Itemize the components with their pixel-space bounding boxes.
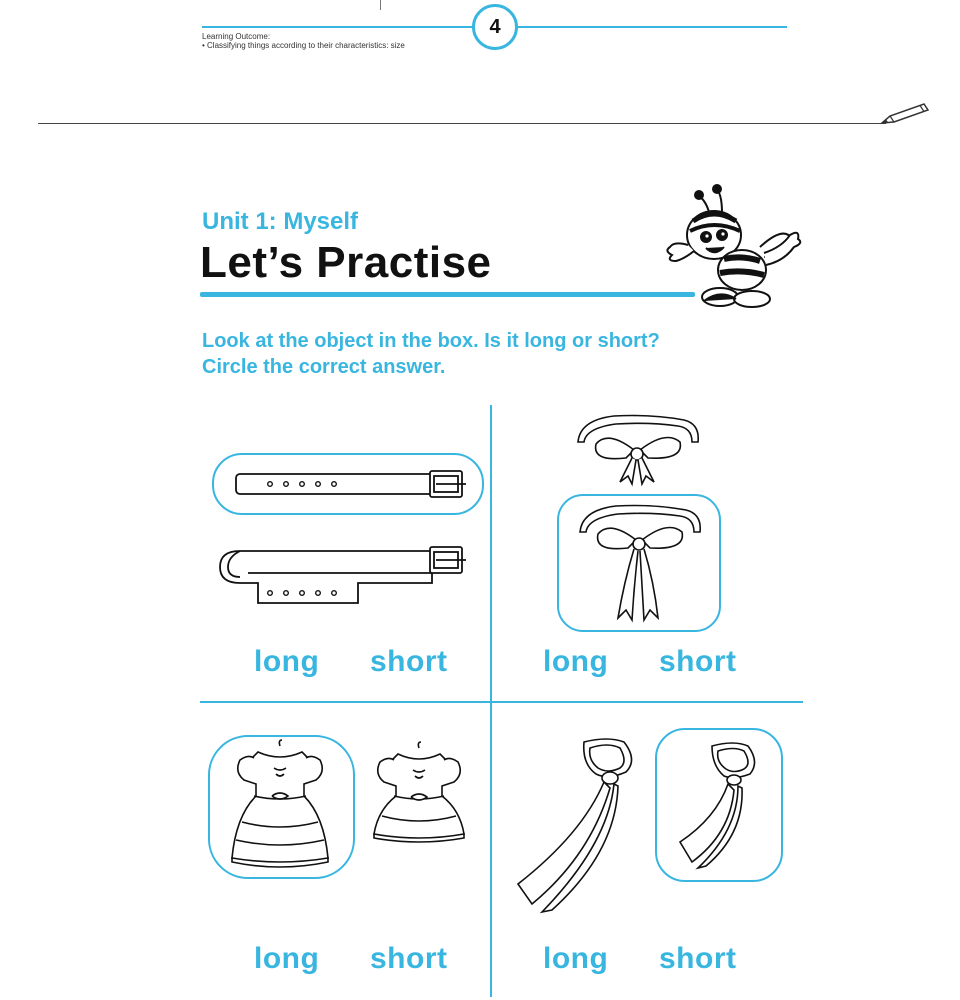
- title-underline: [200, 292, 695, 297]
- long-tie-icon: [512, 734, 648, 914]
- page-number: 4: [472, 4, 518, 50]
- instruction-line-1: Look at the object in the box. Is it long or short?: [202, 330, 660, 352]
- long-ribbon-icon: [576, 502, 704, 626]
- learning-outcome-title: Learning Outcome:: [202, 32, 271, 41]
- option-short-tie[interactable]: short: [659, 942, 737, 975]
- option-short-ribbon[interactable]: short: [659, 645, 737, 678]
- option-long-ribbon[interactable]: long: [543, 645, 609, 678]
- option-long-tie[interactable]: long: [543, 942, 609, 975]
- instruction-line-2: Circle the correct answer.: [202, 356, 446, 378]
- option-long-dress[interactable]: long: [254, 942, 320, 975]
- bee-mascot-icon: [660, 185, 805, 315]
- unit-title: Unit 1: Myself: [202, 208, 359, 235]
- pencil-icon: [880, 102, 932, 126]
- short-dress-icon: [366, 742, 472, 842]
- grid-divider-horizontal: [200, 701, 803, 703]
- option-short-dress[interactable]: short: [370, 942, 448, 975]
- short-tie-icon: [672, 738, 772, 872]
- instruction: [202, 328, 822, 380]
- short-belt-icon: [234, 470, 466, 498]
- learning-outcome-item: • Classifying things according to their characteristics: size: [202, 41, 405, 50]
- option-short-belt[interactable]: short: [370, 645, 448, 678]
- short-ribbon-icon: [574, 412, 702, 488]
- long-belt-icon: [218, 545, 466, 607]
- option-long-belt[interactable]: long: [254, 645, 320, 678]
- page-title: Let’s Practise: [200, 238, 492, 287]
- header-tick: [380, 0, 381, 10]
- long-dress-icon: [224, 738, 336, 868]
- page-divider: [38, 123, 886, 124]
